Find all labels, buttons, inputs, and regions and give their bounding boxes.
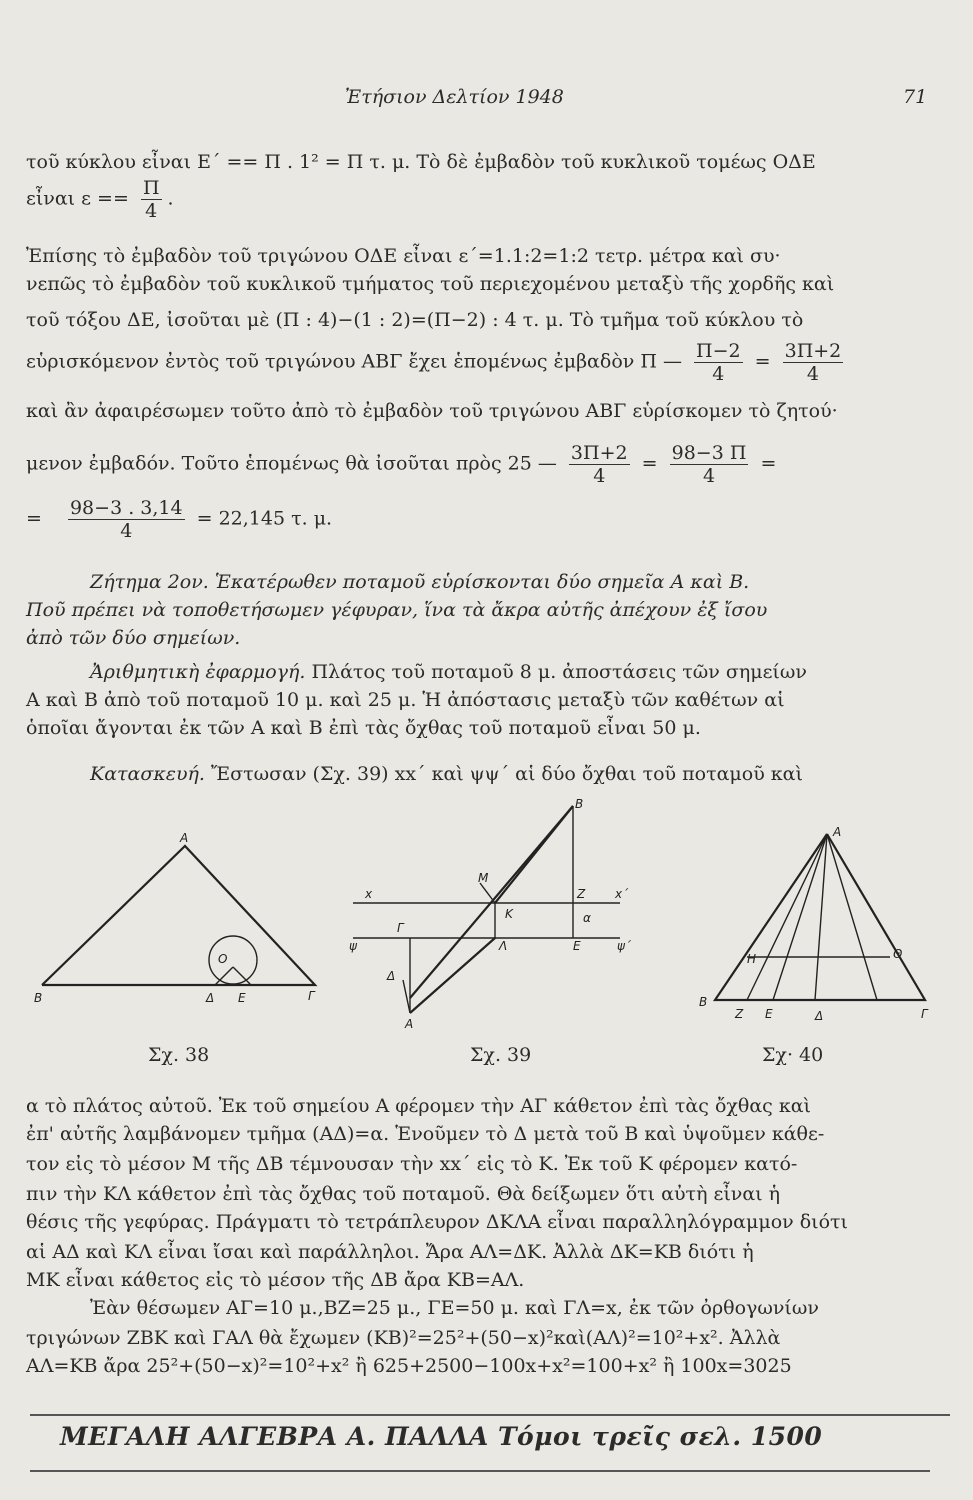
label: x΄ <box>615 887 629 901</box>
fraction: $\frac{3\Pi+2}{4}$ <box>570 442 628 487</box>
advertisement: ΜΕΓΑΛΗ ΑΛΓΕΒΡΑ Α. ΠΑΛΛΑ Τόμοι τρεῖς σελ. 1500 <box>60 1422 823 1451</box>
figure-39 <box>335 798 635 1033</box>
label: Γ <box>397 921 404 935</box>
label: ψ΄ <box>617 939 631 953</box>
text-line: τον εἰς τὸ μέσον Μ τῆς ΔΒ τέμνουσαν τὴν xx΄ εἰς τὸ Κ. Ἐκ τοῦ Κ φέρομεν κατό- <box>26 1153 798 1175</box>
text-line: ΜΚ εἶναι κάθετος εἰς τὸ μέσον τῆς ΔΒ ἄρα ΚΒ=ΑΛ. <box>26 1269 525 1291</box>
label: Δ <box>815 1009 824 1023</box>
text-line-fraction: μενον ἐμβαδόν. Τοῦτο ἑπομένως θὰ ἰσοῦται πρὸς 25 — $\frac{3\Pi+2}{4}$ = $\frac{98-3 \Pi}{4}$ = <box>26 442 777 487</box>
bottom-rule <box>30 1470 930 1472</box>
figure-caption: Σχ· 40 <box>762 1044 824 1066</box>
text-line-fraction: εἶναι ε == $\frac{\Pi}{4}$ . <box>26 177 174 222</box>
journal-title: Ἐτήσιον Δελτίον 1948 <box>345 86 564 108</box>
label: Μ <box>478 871 489 885</box>
text-line: Ἐὰν θέσωμεν ΑΓ=10 μ.,ΒΖ=25 μ., ΓΕ=50 μ. καὶ ΓΛ=x, ἐκ τῶν ὀρθογωνίων <box>90 1297 819 1319</box>
label: x <box>365 887 373 901</box>
label: Δ <box>206 991 215 1005</box>
fraction: $\frac{98-3 . 3,14}{4}$ <box>69 497 183 542</box>
text-line: ὁποῖαι ἄγονται ἐκ τῶν Α καὶ Β ἐπὶ τὰς ὄχθας τοῦ ποταμοῦ εἶναι 50 μ. <box>26 717 701 739</box>
label: Β <box>575 798 584 811</box>
label: Ζ <box>735 1007 744 1021</box>
fraction: $\frac{\Pi-2}{4}$ <box>696 340 741 385</box>
fraction: $\frac{\Pi}{4}$ <box>142 177 160 222</box>
text-line: ἐπ' αὐτῆς λαμβάνομεν τμῆμα (ΑΔ)=α. Ἑνοῦμεν τὸ Δ μετὰ τοῦ Β καὶ ὑψοῦμεν κάθε- <box>26 1123 825 1145</box>
problem-text: ἀπὸ τῶν δύο σημείων. <box>26 627 241 649</box>
label: Γ <box>921 1007 928 1021</box>
label: Α <box>833 825 842 839</box>
text-line: Κατασκευή. Ἔστωσαν (Σχ. 39) xx΄ καὶ ψψ΄ αἱ δύο ὄχθαι τοῦ ποταμοῦ καὶ <box>90 763 803 785</box>
text-line: α τὸ πλάτος αὐτοῦ. Ἐκ τοῦ σημείου Α φέρομεν τὴν ΑΓ κάθετον ἐπὶ τὰς ὄχθας καὶ <box>26 1095 812 1117</box>
text-line: Ἀριθμητικὴ ἐφαρμογή. Πλάτος τοῦ ποταμοῦ 8 μ. ἀποστάσεις τῶν σημείων <box>90 661 807 683</box>
text-line: αἱ ΑΔ καὶ ΚΛ εἶναι ἴσαι καὶ παράλληλοι. Ἄρα ΑΛ=ΔΚ. Ἀλλὰ ΔΚ=ΚΒ διότι ἡ <box>26 1241 754 1263</box>
fraction: $\frac{98-3 \Pi}{4}$ <box>671 442 747 487</box>
label: Δ <box>387 969 396 983</box>
figure-38 <box>30 830 330 1020</box>
label: Ε <box>765 1007 773 1021</box>
text-line-fraction: εὑρισκόμενον ἐντὸς τοῦ τριγώνου ΑΒΓ ἔχει ἑπομένως ἐμβαδὸν Π — $\frac{\Pi-2}{4}$ = $\frac{3\Pi+2}{4}$ <box>26 340 842 385</box>
label: α <box>583 911 591 925</box>
figure-caption: Σχ. 38 <box>148 1044 210 1066</box>
label: Κ <box>505 907 513 921</box>
text-line: ΑΛ=ΚΒ ἄρα 25²+(50−x)²=10²+x² ἢ 625+2500−100x+x²=100+x² ἢ 100x=3025 <box>26 1355 792 1377</box>
fraction: $\frac{3\Pi+2}{4}$ <box>784 340 842 385</box>
problem-text: Ποῦ πρέπει νὰ τοποθετήσωμεν γέφυραν, ἵνα τὰ ἄκρα αὐτῆς ἀπέχουν ἐξ ἴσου <box>26 599 768 621</box>
text-line: θέσις τῆς γεφύρας. Πράγματι τὸ τετράπλευρον ΔΚΛΑ εἶναι παραλληλόγραμμον διότι <box>26 1211 849 1233</box>
text-line: Α καὶ Β ἀπὸ τοῦ ποταμοῦ 10 μ. καὶ 25 μ. Ἡ ἀπόστασις μεταξὺ τῶν καθέτων αἱ <box>26 689 785 711</box>
page-number: 71 <box>903 86 928 108</box>
label: ψ <box>349 939 357 953</box>
figure-40 <box>695 820 945 1025</box>
label: Ε <box>238 991 246 1005</box>
text-line: τοῦ τόξου ΔΕ, ἰσοῦται μὲ (Π : 4)−(1 : 2)=(Π−2) : 4 τ. μ. Τὸ τμῆμα τοῦ κύκλου τὸ <box>26 309 804 331</box>
text-line: τοῦ κύκλου εἶναι Ε΄ == Π . 1² = Π τ. μ. Τὸ δὲ ἐμβαδὸν τοῦ κυκλικοῦ τομέως ΟΔΕ <box>26 151 816 173</box>
text-line: τριγώνων ΖΒΚ καὶ ΓΑΛ θὰ ἔχωμεν (ΚΒ)²=25²+(50−x)²καὶ(ΑΛ)²=10²+x². Ἀλλὰ <box>26 1327 781 1349</box>
top-rule <box>30 1414 950 1416</box>
label: Θ <box>893 947 903 961</box>
problem-title: Ζήτημα 2ον. Ἑκατέρωθεν ποταμοῦ εὑρίσκονται δύο σημεῖα Α καὶ Β. <box>90 571 750 593</box>
label: Β <box>34 991 43 1005</box>
label: Η <box>747 952 757 966</box>
label: Ζ <box>577 887 586 901</box>
label: Λ <box>499 939 508 953</box>
label: Β <box>699 995 708 1009</box>
label: Ε <box>573 939 581 953</box>
text-line-fraction: = $\frac{98-3 . 3,14}{4}$ = 22,145 τ. μ. <box>26 497 333 542</box>
label: Α <box>405 1017 414 1031</box>
text-line: νεπῶς τὸ ἐμβαδὸν τοῦ κυκλικοῦ τμήματος τοῦ περιεχομένου μεταξὺ τῆς χορδῆς καὶ <box>26 273 835 295</box>
label: Α <box>180 831 189 845</box>
text-line: πιν τὴν ΚΛ κάθετον ἐπὶ τὰς ὄχθας τοῦ ποταμοῦ. Θὰ δείξωμεν ὅτι αὐτὴ εἶναι ἡ <box>26 1183 781 1205</box>
label: Ο <box>218 952 228 966</box>
figure-caption: Σχ. 39 <box>470 1044 532 1066</box>
text-line: καὶ ἂν ἀφαιρέσωμεν τοῦτο ἀπὸ τὸ ἐμβαδὸν τοῦ τριγώνου ΑΒΓ εὑρίσκομεν τὸ ζητού· <box>26 400 838 422</box>
text-line: Ἐπίσης τὸ ἐμβαδὸν τοῦ τριγώνου ΟΔΕ εἶναι ε΄=1.1:2=1:2 τετρ. μέτρα καὶ συ· <box>26 245 781 267</box>
label: Γ <box>308 989 315 1003</box>
